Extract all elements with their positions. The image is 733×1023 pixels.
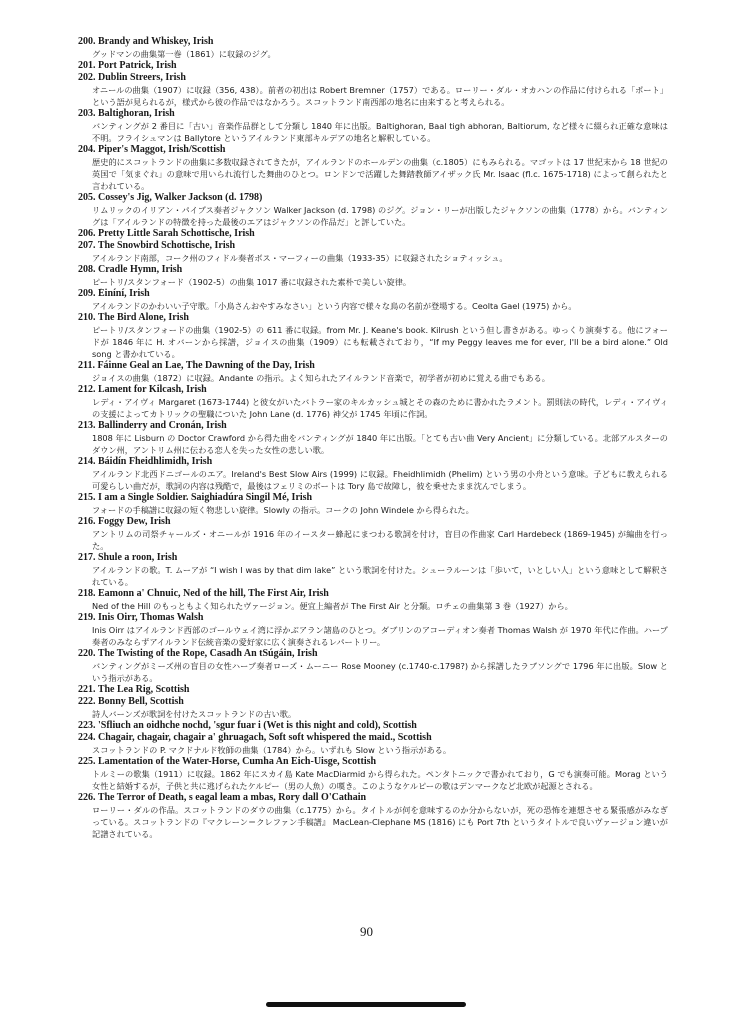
tune-entry bbox=[78, 288, 668, 312]
tune-entry bbox=[78, 36, 668, 60]
tune-entry bbox=[78, 696, 668, 720]
tune-heading: 216. Foggy Dew, Irish bbox=[78, 516, 171, 527]
tune-description: 歴史的にスコットランドの曲集に多数収録されてきたが，アイルランドのホールデンの曲集（c.1805）にもみられる。マゴットは 17 世紀末から 18 世紀の英国で「気まぐれ」の意味で用いられ流行した舞曲のひとつ。ロンドンで活躍した舞踏教師アイザック氏 Mr. Isaac (fl.c. 1675-1718) によって創られたと言われている。 bbox=[92, 157, 668, 191]
tune-description: バンティングがミーズ州の盲目の女性ハープ奏者ローズ・ムーニー Rose Mooney (c.1740-c.1798?) から採譜したラブソングで 1796 年に出版。Slow という指示がある。 bbox=[92, 661, 668, 683]
tune-entry bbox=[78, 60, 668, 72]
tune-entry bbox=[78, 720, 668, 732]
tune-heading: 201. Port Patrick, Irish bbox=[78, 60, 177, 71]
tune-heading: 220. The Twisting of the Rope, Casadh An tSúgáin, Irish bbox=[78, 648, 318, 659]
tune-description: アイルランドのかわいい子守歌。「小鳥さんおやすみなさい」という内容で様々な鳥の名前が登場する。Ceolta Gael (1975) から。 bbox=[92, 301, 577, 311]
tune-description: Ned of the Hill のもっともよく知られたヴァージョン。便宜上編者が The First Air と分類。ロチェの曲集第 3 巻（1927）から。 bbox=[92, 601, 573, 611]
tune-heading: 217. Shule a roon, Irish bbox=[78, 552, 178, 563]
tune-heading: 212. Lament for Kilcash, Irish bbox=[78, 384, 207, 395]
tune-heading: 203. Baltighoran, Irish bbox=[78, 108, 175, 119]
tune-description: アントリムの司祭チャールズ・オニールが 1916 年のイースター蜂起にまつわる歌詞を付け，盲目の作曲家 Carl Hardebeck (1869-1945) が編曲を行った。 bbox=[92, 529, 668, 551]
tune-description: スコットランドの P. マクドナルド牧師の曲集（1784）から。いずれも Slow という指示がある。 bbox=[92, 745, 452, 755]
tune-entry bbox=[78, 420, 668, 456]
tune-description: レディ・アイヴィ Margaret (1673-1744) と彼女がいたバトラー家のキルカッシュ城とその森のために書かれたラメント。罰則法の時代，レディ・アイヴィの支援によってカトリックの聖職についた John Lane (d. 1776) 神父が 1745 年頃に作詞。 bbox=[92, 397, 668, 419]
tune-description: アイルランド南部，コーク州のフィドル奏者ボス・マーフィーの曲集（1933-35）に収録されたショティッシュ。 bbox=[92, 253, 508, 263]
tune-heading: 208. Cradle Hymn, Irish bbox=[78, 264, 183, 275]
tune-heading: 211. Fáinne Geal an Lae, The Dawning of the Day, Irish bbox=[78, 360, 315, 371]
tune-heading: 215. I am a Single Soldier. Saighiadúra Singil Mé, Irish bbox=[78, 492, 313, 503]
tune-heading: 205. Cossey's Jig, Walker Jackson (d. 1798) bbox=[78, 192, 263, 203]
tune-heading: 223. 'Sfliuch an oidhche nochd, 'sgur fuar i (Wet is this night and cold), Scottish bbox=[78, 720, 417, 731]
tune-notes-list bbox=[78, 36, 668, 840]
tune-entry bbox=[78, 312, 668, 360]
tune-entry bbox=[78, 648, 668, 684]
tune-entry bbox=[78, 456, 668, 492]
tune-entry bbox=[78, 756, 668, 792]
home-indicator[interactable] bbox=[266, 1002, 466, 1007]
tune-heading: 224. Chagair, chagair, chagair a' ghruagach, Soft soft whispered the maid., Scottish bbox=[78, 732, 432, 743]
tune-description: ローリー・ダルの作品。スコットランドのダウの曲集（c.1775）から。タイトルが何を意味するのか分からないが，死の恐怖を連想させる緊張感がみなぎっている。スコットランドの『マクレーン＝クレファン手稿譜』 MacLean-Clephane MS (1816) にも Port 7th というタイトルで良いヴァージョン違いが記譜されている。 bbox=[92, 805, 668, 839]
tune-entry bbox=[78, 588, 668, 612]
tune-heading: 207. The Snowbird Schottische, Irish bbox=[78, 240, 236, 251]
tune-description: Inis Oirr はアイルランド西部のゴールウェイ湾に浮かぶアラン諸島のひとつ。ダブリンのアコーディオン奏者 Thomas Walsh が 1970 年代に作曲。ハープ奏者のみならずアイルランド伝統音楽の愛好家に広く演奏されるレパートリー。 bbox=[92, 625, 668, 647]
tune-entry bbox=[78, 384, 668, 420]
tune-description: オニールの曲集（1907）に収録（356, 438）。前者の初出は Robert Bremner（1757）である。ローリー・ダル・オカハンの作品に付けられる「ポート」という語が見られるが，様式から彼の作品ではなかろう。スコットランド南西部の地名に由来すると考えられる。 bbox=[92, 85, 668, 107]
tune-heading: 219. Inis Oirr, Thomas Walsh bbox=[78, 612, 204, 623]
tune-description: トルミーの歌集（1911）に収録。1862 年にスカイ島 Kate MacDiarmid から得られた。ペンタトニックで書かれており，G でも演奏可能。Morag という女性と結婚するが，子供と共に逃げられたケルピー（男の人魚）の嘆き。このようなケルピーの歌はデンマークなど北欧が起源とされる。 bbox=[92, 769, 668, 791]
tune-heading: 214. Báidín Fheidhlimidh, Irish bbox=[78, 456, 213, 467]
tune-heading: 204. Piper's Maggot, Irish/Scottish bbox=[78, 144, 226, 155]
tune-entry bbox=[78, 732, 668, 756]
tune-entry bbox=[78, 264, 668, 288]
tune-description: 1808 年に Lisburn の Doctor Crawford から得た曲をバンティングが 1840 年に出版。「とても古い曲 Very Ancient」に分類している。北部アルスターのダウン州，アントリム州に伝わる恋人を失った女性の悲しい歌。 bbox=[92, 433, 668, 455]
tune-description: フォードの手稿譜に収録の短く物悲しい旋律。Slowly の指示。コークの John Windele から得られた。 bbox=[92, 505, 474, 515]
tune-description: アイルランドの歌。T. ムーアが “I wish I was by that dim lake” という歌詞を付けた。シューラルーンは「歩いて，いとしい人」という意味として解釈されている。 bbox=[92, 565, 668, 587]
tune-heading: 209. Éiníní, Irish bbox=[78, 288, 150, 299]
tune-entry bbox=[78, 240, 668, 264]
tune-entry bbox=[78, 492, 668, 516]
tune-heading: 213. Ballinderry and Cronán, Irish bbox=[78, 420, 227, 431]
page-number: 90 bbox=[360, 924, 373, 939]
tune-entry bbox=[78, 552, 668, 588]
tune-heading: 200. Brandy and Whiskey, Irish bbox=[78, 36, 214, 47]
tune-description: グッドマンの曲集第一巻（1861）に収録のジグ。 bbox=[92, 49, 276, 59]
tune-entry bbox=[78, 108, 668, 144]
tune-description: ジョイスの曲集（1872）に収録。Andante の指示。よく知られたアイルランド音楽で，初学者が初めに覚える曲でもある。 bbox=[92, 373, 550, 383]
tune-entry bbox=[78, 72, 668, 108]
tune-entry bbox=[78, 360, 668, 384]
tune-heading: 218. Eamonn a' Chnuic, Ned of the hill, The First Air, Irish bbox=[78, 588, 329, 599]
tune-description: アイルランド北西ドニゴールのエア。Ireland's Best Slow Airs (1999) に収録。Fheidhlimidh (Phelim) という男の小舟という意味。子どもに教えられる可愛らしい曲だが，歌詞の内容は残酷で，最後はフェリミのボートは Tory 島で故障し，彼を乗せたまま沈んでしまう。 bbox=[92, 469, 668, 491]
tune-heading: 206. Pretty Little Sarah Schottische, Irish bbox=[78, 228, 255, 239]
tune-description: 詩人バーンズが歌詞を付けたスコットランドの古い歌。 bbox=[92, 709, 297, 719]
tune-entry bbox=[78, 192, 668, 228]
tune-entry bbox=[78, 516, 668, 552]
tune-entry bbox=[78, 228, 668, 240]
tune-description: リムリックのイリアン・パイプス奏者ジャクソン Walker Jackson (d. 1798) のジグ。ジョン・リーが出版したジャクソンの曲集（1778）から。バンティングは「アイルランドの特徴を持った最後のエアはジャクソンの作品だ」と評していた。 bbox=[92, 205, 668, 227]
tune-entry bbox=[78, 792, 668, 840]
tune-heading: 210. The Bird Alone, Irish bbox=[78, 312, 189, 323]
tune-entry bbox=[78, 612, 668, 648]
tune-description: ピートリ/スタンフォードの曲集（1902-5）の 611 番に収録。from Mr. J. Keane's book. Kilrush という但し書きがある。ゆっくり演奏する。他にフォードが 1846 年に H. オバーンから採譜，ジョイスの曲集（1909）にも転載されており，“If my Peggy leaves me for ever, I'll be a bird alone.” Old song と書かれている。 bbox=[92, 325, 668, 359]
tune-heading: 225. Lamentation of the Water-Horse, Cumha An Eich-Uisge, Scottish bbox=[78, 756, 377, 767]
tune-description: ピートリ/スタンフォード（1902-5）の曲集 1017 番に収録された素朴で美しい旋律。 bbox=[92, 277, 412, 287]
tune-entry bbox=[78, 684, 668, 696]
tune-heading: 202. Dublin Streers, Irish bbox=[78, 72, 186, 83]
tune-entry bbox=[78, 144, 668, 192]
tune-heading: 222. Bonny Bell, Scottish bbox=[78, 696, 184, 707]
tune-heading: 226. The Terror of Death, s eagal leam a mbas, Rory dall O'Cathain bbox=[78, 792, 367, 803]
tune-heading: 221. The Lea Rig, Scottish bbox=[78, 684, 190, 695]
tune-description: バンティングが 2 番目に「古い」音楽作品群として分類し 1840 年に出版。Baltighoran, Baal tigh abhoran, Baltiorum, など様々に綴られ正確な意味は不明。フライシュマンは Ballytore というアイルランド東部キルデアの地名と解釈している。 bbox=[92, 121, 668, 143]
